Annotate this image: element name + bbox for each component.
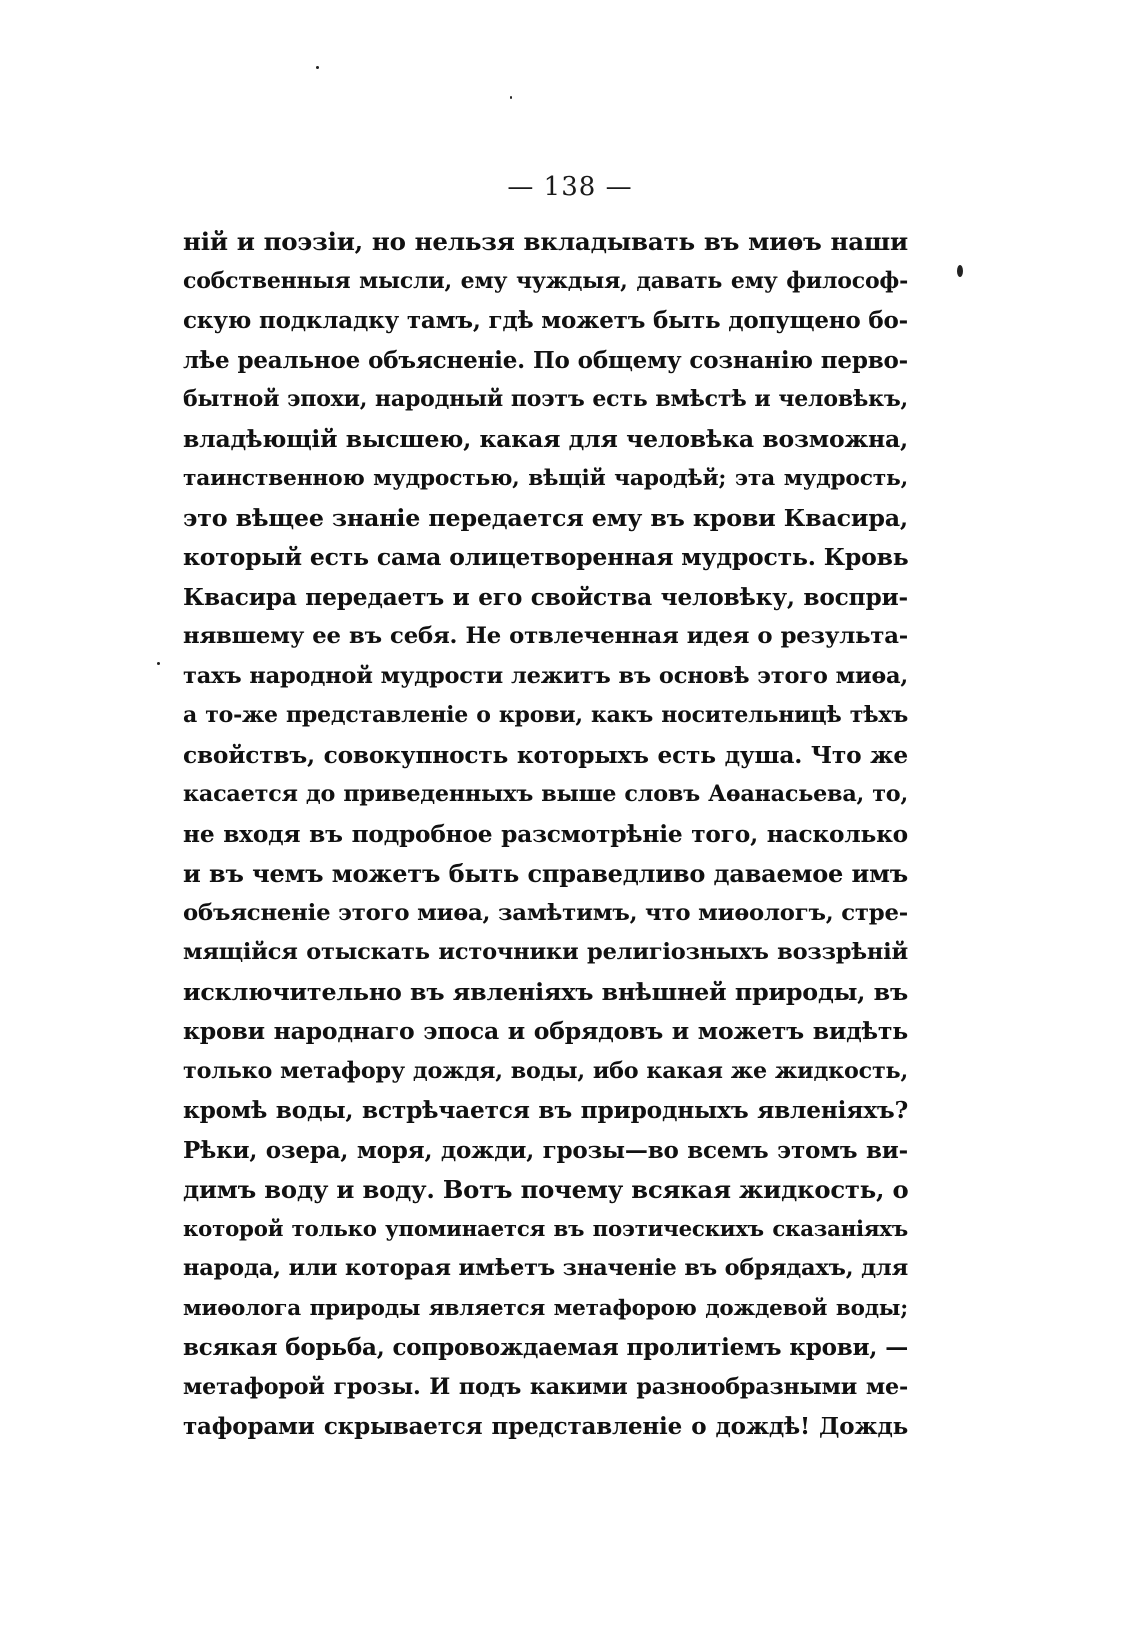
text-line: таинственною мудростью, вѣщій чародѣй; эта мудрость, [183,466,908,491]
ink-speck [157,662,160,665]
text-line: мящійся отыскать источники религіозныхъ воззрѣній [183,939,908,965]
text-line: тахъ народной мудрости лежитъ въ основѣ этого миѳа, [183,662,908,689]
text-line: бытной эпохи, народный поэтъ есть вмѣстѣ и человѣкъ, [183,386,908,412]
text-line: который есть сама олицетворенная мудрость. Кровь [183,543,909,571]
text-line: которой только упоминается въ поэтическихъ сказаніяхъ [183,1216,908,1242]
text-line: это вѣщее знаніе передается ему въ крови Квасира, [183,503,908,532]
text-line: метафорой грозы. И подъ какими разнообразными ме- [183,1373,908,1400]
text-line: скую подкладку тамъ, гдѣ можетъ быть допущено бо- [183,307,908,334]
text-line: а то-же представленіе о крови, какъ носительницѣ тѣхъ [183,702,908,728]
text-line: свойствъ, совокупность которыхъ есть душа. Что же [183,741,908,769]
page-number: — 138 — [507,172,633,202]
text-line: касается до приведенныхъ выше словъ Аѳанасьева, то, [183,781,908,807]
text-line: только метафору дождя, воды, ибо какая же жидкость, [183,1057,908,1084]
text-line: не входя въ подробное разсмотрѣніе того, насколько [183,820,908,848]
text-line: миѳолога природы является метафорою дождевой воды; [183,1295,908,1321]
ink-speck [957,265,963,277]
ink-speck [316,66,319,69]
text-line: и въ чемъ можетъ быть справедливо даваемое имъ [183,859,908,888]
text-line: объясненіе этого миѳа, замѣтимъ, что миѳологъ, стре- [183,899,908,926]
text-line: собственныя мысли, ему чуждыя, давать ему философ- [183,267,908,294]
text-line: Квасира передаетъ и его свойства человѣку, воспри- [183,583,908,611]
text-line: тафорами скрывается представленіе о дождѣ! Дождь [183,1413,908,1440]
text-line: кромѣ воды, встрѣчается въ природныхъ явленіяхъ? [183,1097,908,1124]
text-line: нявшему ее въ себя. Не отвлеченная идея о результа- [183,623,908,649]
text-line: димъ воду и воду. Вотъ почему всякая жидкость, о [183,1175,909,1204]
text-line: исключительно въ явленіяхъ внѣшней природы, въ [183,977,908,1006]
text-line: лѣе реальное объясненіе. По общему сознанію перво- [183,346,908,374]
body-text [183,222,908,1447]
text-line: крови народнаго эпоса и обрядовъ и можетъ видѣть [183,1017,908,1045]
text-line: Рѣки, озера, моря, дожди, грозы—во всемъ этомъ ви- [183,1136,908,1164]
ink-speck [510,96,512,99]
text-line: ній и поэзіи, но нельзя вкладывать въ миѳъ наши [183,227,908,256]
text-line: народа, или которая имѣетъ значеніе въ обрядахъ, для [183,1255,908,1281]
text-line: владѣющій высшею, какая для человѣка возможна, [183,424,908,453]
text-line: всякая борьба, сопровождаемая пролитіемъ крови, — [183,1334,908,1361]
